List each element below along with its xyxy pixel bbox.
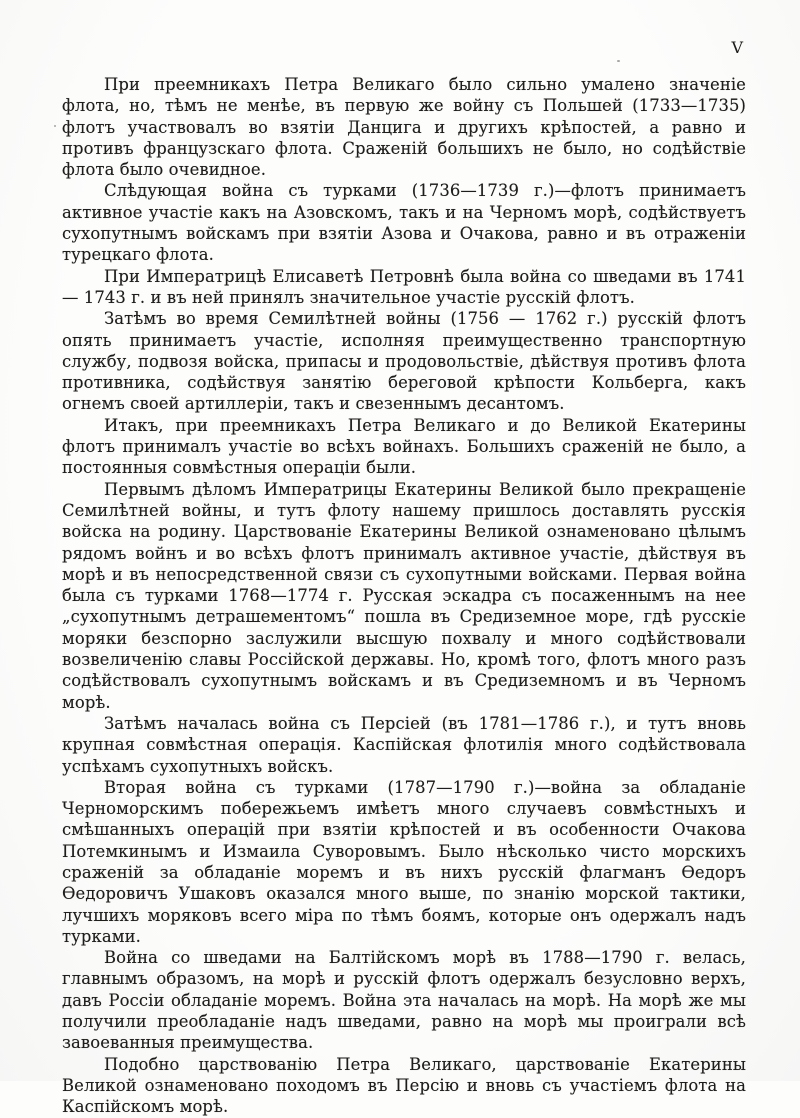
paragraph-successors-of-peter: При преемникахъ Петра Великаго было сильно умалено значеніе флота, но, тѣмъ не менѣе, въ первую же войну съ Польшей (1733—1735) флотъ участвовалъ во взятіи Данцига и другихъ крѣпостей, а равно и противъ французскаго флота. Сраженій большихъ не было, но содѣйствіе флота было очевидное. — [62, 75, 746, 180]
paragraph-turkish-war-1736: Слѣдующая война съ турками (1736—1739 г.)—флотъ принимаетъ активное участіе какъ на Азовскомъ, такъ и на Черномъ морѣ, содѣйствуетъ сухопутнымъ войскамъ при взятіи Азова и Очакова, равно и въ отраженіи турецкаго флота. — [62, 181, 746, 265]
text-block — [62, 74, 746, 1118]
scan-speck — [54, 125, 56, 127]
paragraph-catherine-reign: Первымъ дѣломъ Императрицы Екатерины Великой было прекращеніе Семилѣтней войны, и тутъ флоту нашему пришлось доставлять русскія войска на родину. Царствованіе Екатерины Великой ознаменовано цѣлымъ рядомъ войнъ и во всѣхъ флотъ принималъ активное участіе, дѣйствуя въ морѣ и въ непосредственной связи съ сухопутными войсками. Первая война была съ турками 1768—1774 г. Русская эскадра съ посаженнымъ на нее „сухопутнымъ детрашементомъ“ пошла въ Средиземное море, гдѣ русскіе моряки безспорно заслужили высшую похвалу и много содѣйствовали возвеличенію славы Россійской державы. Но, кромѣ того, флотъ много разъ содѣйствовалъ сухопутнымъ войскамъ и въ Средиземномъ и въ Черномъ морѣ. — [62, 479, 746, 712]
paragraph-seven-years-war: Затѣмъ во время Семилѣтней войны (1756 — 1762 г.) русскій флотъ опять принимаетъ участіе, исполняя преимущественно транспортную службу, подвозя войска, припасы и продовольствіе, дѣйствуя противъ флота противника, содѣйствуя занятію береговой крѣпости Кольберга, какъ огнемъ своей артиллеріи, такъ и свезеннымъ десантомъ. — [62, 309, 746, 414]
scan-speck — [617, 60, 620, 62]
paragraph-summary-before-catherine: Итакъ, при преемникахъ Петра Великаго и до Великой Екатерины флотъ принималъ участіе во всѣхъ войнахъ. Большихъ сраженій не было, а постоянныя совмѣстныя операціи были. — [62, 415, 746, 478]
paragraph-second-turkish-war: Вторая война съ турками (1787—1790 г.)—война за обладаніе Черноморскимъ побережьемъ имѣетъ много случаевъ совмѣстныхъ и смѣшанныхъ операцій при взятіи крѣпостей и въ особенности Очакова Потемкинымъ и Измаила Суворовымъ. Было нѣсколько чисто морскихъ сраженій за обладаніе моремъ и въ нихъ русскій флагманъ Ѳедоръ Ѳедоровичъ Ушаковъ оказался много выше, по знанію морской тактики, лучшихъ моряковъ всего міра по тѣмъ боямъ, которые онъ одержалъ надъ турками. — [62, 777, 746, 946]
paragraph-persian-campaign: Подобно царствованію Петра Великаго, царствованіе Екатерины Великой ознаменовано походомъ въ Персію и вновь съ участіемъ флота на Каспійскомъ морѣ. — [62, 1054, 746, 1117]
paragraph-elisaveta-swedish-war: При Императрицѣ Елисаветѣ Петровнѣ была война со шведами въ 1741 — 1743 г. и въ ней принялъ значительное участіе русскій флотъ. — [62, 266, 746, 307]
page-number: V — [731, 38, 744, 57]
paragraph-persian-war-1781: Затѣмъ началась война съ Персіей (въ 1781—1786 г.), и тутъ вновь крупная совмѣстная операція. Каспійская флотилія много содѣйствовала успѣхамъ сухопутныхъ войскъ. — [62, 713, 746, 776]
paragraph-swedish-war-1788: Война со шведами на Балтійскомъ морѣ въ 1788—1790 г. велась, главнымъ образомъ, на морѣ и русскій флотъ одержалъ безусловно верхъ, давъ Россіи обладаніе моремъ. Война эта началась на морѣ. На морѣ же мы получили преобладаніе надъ шведами, равно на морѣ мы проиграли всѣ завоеванныя преимущества. — [62, 948, 746, 1053]
